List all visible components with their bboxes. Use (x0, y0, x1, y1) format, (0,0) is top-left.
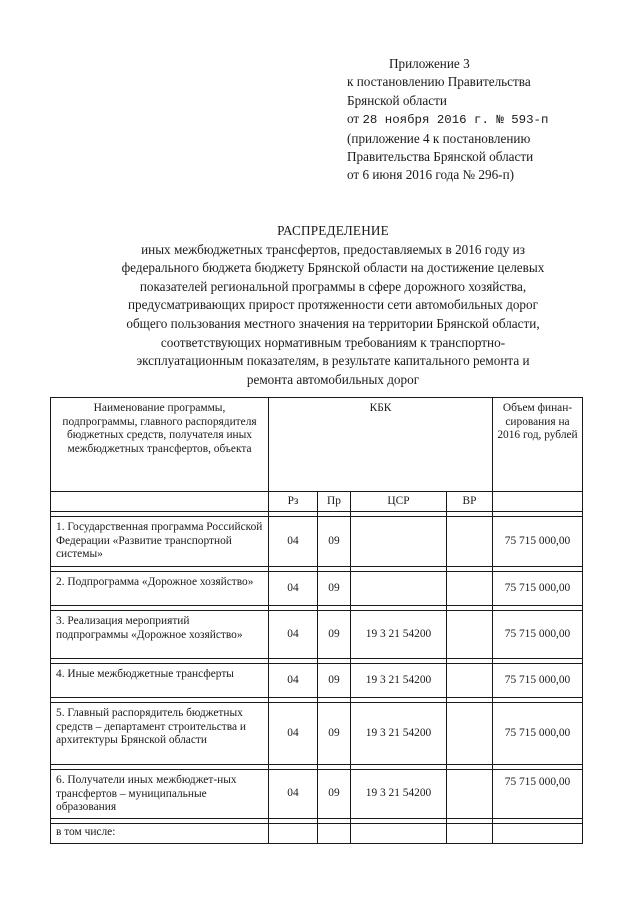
header-amount: Объем финан-сирования на 2016 год, рублей (493, 398, 583, 492)
table-row (51, 611, 583, 659)
title-line: федерального бюджета бюджету Брянской области на достижение целевых (121, 260, 545, 276)
table-footer-row (51, 823, 583, 843)
row-name: 6. Получатели иных межбюджет-ных трансфертов – муниципальные образования (51, 770, 269, 819)
row-vr (447, 703, 493, 765)
row-pr: 09 (318, 611, 351, 659)
row-pr: 09 (318, 664, 351, 698)
document-title (60, 222, 606, 389)
row-name: 2. Подпрограмма «Дорожное хозяйство» (51, 572, 269, 606)
header-rz: Рз (269, 492, 318, 512)
table-subheader-row (51, 492, 583, 512)
title-line: предусматривающих прирост протяженности сети автомобильных дорог (127, 297, 539, 313)
appendix-date-stamp: 28 ноября 2016 г. № 593-п (362, 113, 549, 128)
appendix-line-3: Брянской области (347, 92, 447, 108)
row-pr: 09 (318, 517, 351, 567)
row-csr: 19 3 21 54200 (351, 703, 447, 765)
title-line: общего пользования местного значения на территории Брянской области, (126, 315, 540, 331)
row-name: 4. Иные межбюджетные трансферты (51, 664, 269, 698)
row-vr (447, 572, 493, 606)
row-csr: 19 3 21 54200 (351, 770, 447, 819)
footer-empty (318, 823, 351, 843)
header-name: Наименование программы, подпрограммы, главного распорядителя бюджетных средств, получателя иных межбюджетных трансфертов, объекта (51, 398, 269, 492)
row-rz: 04 (269, 517, 318, 567)
title-line: ремонта автомобильных дорог (246, 371, 420, 387)
distribution-table (50, 397, 583, 844)
row-vr (447, 664, 493, 698)
row-rz: 04 (269, 611, 318, 659)
table-row (51, 517, 583, 567)
table-row (51, 664, 583, 698)
appendix-date-prefix: от (347, 111, 363, 127)
header-csr: ЦСР (351, 492, 447, 512)
row-vr (447, 770, 493, 819)
row-amount: 75 715 000,00 (493, 611, 583, 659)
footer-empty (269, 823, 318, 843)
row-amount: 75 715 000,00 (493, 572, 583, 606)
row-pr: 09 (318, 770, 351, 819)
row-name: 3. Реализация мероприятий подпрограммы «Дорожное хозяйство» (51, 611, 269, 659)
row-amount: 75 715 000,00 (493, 517, 583, 567)
row-name: 5. Главный распорядитель бюджетных средств – департамент строительства и архитектуры Брянской области (51, 703, 269, 765)
appendix-line-2: к постановлению Правительства (347, 74, 531, 90)
header-kbk: КБК (269, 398, 493, 492)
row-rz: 04 (269, 703, 318, 765)
appendix-line-5: (приложение 4 к постановлению (347, 130, 531, 146)
appendix-line-7: от 6 июня 2016 года № 296-п) (347, 167, 515, 183)
footer-empty (447, 823, 493, 843)
row-pr: 09 (318, 703, 351, 765)
row-pr: 09 (318, 572, 351, 606)
appendix-line-6: Правительства Брянской области (347, 149, 534, 165)
header-pr: Пр (318, 492, 351, 512)
row-name: 1. Государственная программа Российской Федерации «Развитие транспортной системы» (51, 517, 269, 567)
title-line: иных межбюджетных трансфертов, предоставляемых в 2016 году из (141, 241, 525, 257)
table-row (51, 572, 583, 606)
row-vr (447, 611, 493, 659)
row-csr: 19 3 21 54200 (351, 664, 447, 698)
row-amount: 75 715 000,00 (493, 770, 583, 819)
row-csr (351, 517, 447, 567)
title-line: соответствующих нормативным требованиям к транспортно- (160, 334, 506, 350)
row-rz: 04 (269, 664, 318, 698)
footer-empty (351, 823, 447, 843)
appendix-line-1: Приложение 3 (389, 56, 470, 71)
table-row (51, 703, 583, 765)
subheader-empty (493, 492, 583, 512)
row-amount: 75 715 000,00 (493, 703, 583, 765)
header-vr: ВР (447, 492, 493, 512)
subheader-empty (51, 492, 269, 512)
row-amount: 75 715 000,00 (493, 664, 583, 698)
footer-label: в том числе: (51, 823, 269, 843)
row-vr (447, 517, 493, 567)
title-heading: РАСПРЕДЕЛЕНИЕ (277, 223, 389, 238)
row-rz: 04 (269, 572, 318, 606)
footer-empty (493, 823, 583, 843)
row-csr: 19 3 21 54200 (351, 611, 447, 659)
title-line: показателей региональной программы в сфере дорожного хозяйства, (139, 278, 527, 294)
appendix-block (347, 55, 607, 185)
row-csr (351, 572, 447, 606)
title-line: эксплуатационным показателям, в результате капитального ремонта и (136, 353, 530, 369)
row-rz: 04 (269, 770, 318, 819)
table-header-row (51, 398, 583, 492)
table-row (51, 770, 583, 819)
appendix-line-4 (347, 110, 607, 129)
